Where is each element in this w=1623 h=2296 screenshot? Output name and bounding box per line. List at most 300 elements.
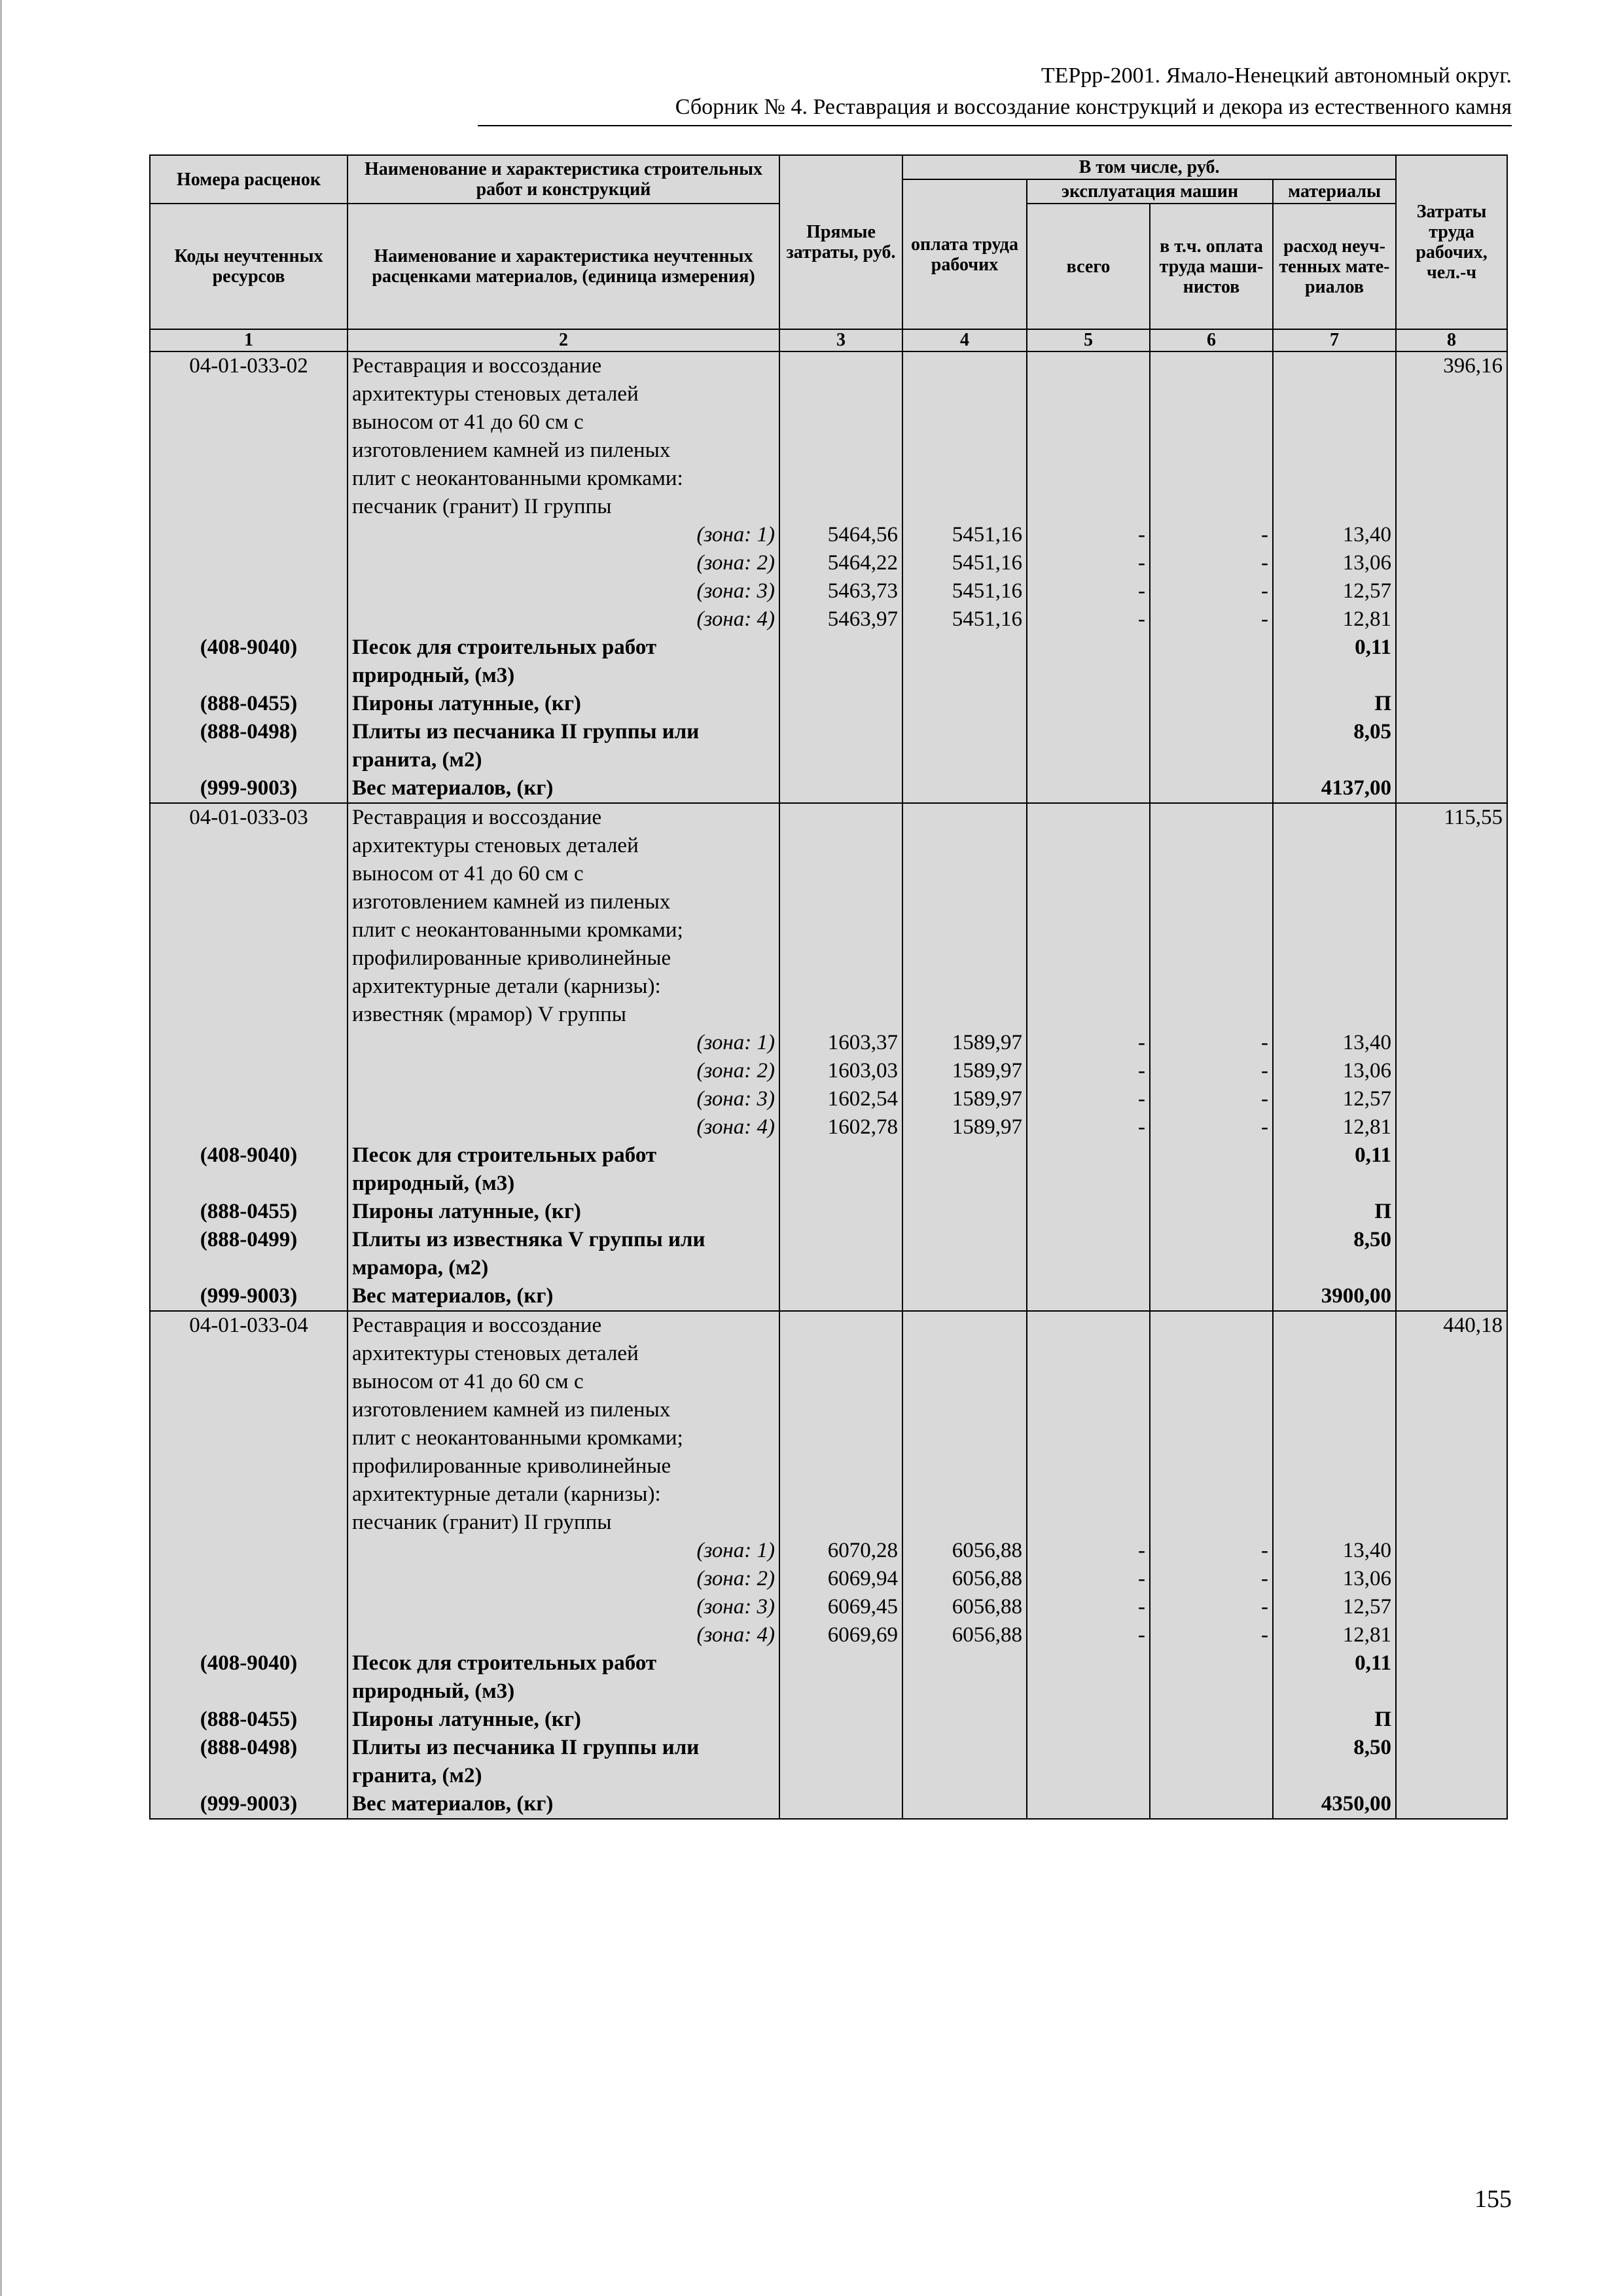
rates-table [149, 154, 1508, 1820]
labor-costs [1396, 916, 1507, 944]
material-usage [1273, 803, 1396, 832]
rate-code [150, 1029, 348, 1057]
direct-costs [779, 860, 902, 888]
machine-total [1027, 718, 1150, 746]
item-name: Вес материалов, (кг) [348, 1282, 779, 1311]
item-name: природный, (м3) [348, 1677, 779, 1706]
material-usage [1273, 408, 1396, 437]
labor-costs [1396, 1029, 1507, 1057]
direct-costs: 6069,69 [779, 1621, 902, 1649]
machinist-pay: - [1150, 1537, 1273, 1565]
table-row [150, 577, 1507, 605]
zone-label: (зона: 3) [348, 577, 779, 605]
labor-pay [902, 774, 1027, 803]
machine-total [1027, 634, 1150, 662]
labor-costs [1396, 1677, 1507, 1706]
rate-code [150, 888, 348, 916]
table-row [150, 634, 1507, 662]
item-name: гранита, (м2) [348, 1762, 779, 1790]
machine-total [1027, 1170, 1150, 1198]
labor-pay: 5451,16 [902, 521, 1027, 549]
labor-pay [902, 1226, 1027, 1254]
rate-code [150, 1085, 348, 1113]
labor-pay: 6056,88 [902, 1593, 1027, 1621]
labor-costs [1396, 662, 1507, 690]
material-usage: 0,11 [1273, 1141, 1396, 1170]
table-row [150, 1621, 1507, 1649]
machinist-pay [1150, 944, 1273, 973]
labor-pay: 5451,16 [902, 549, 1027, 577]
direct-costs [779, 1762, 902, 1790]
table-row [150, 1677, 1507, 1706]
rate-code [150, 1762, 348, 1790]
item-name: архитектуры стеновых деталей [348, 1340, 779, 1368]
machine-total: - [1027, 1621, 1150, 1649]
rate-code [150, 662, 348, 690]
machine-total [1027, 690, 1150, 718]
header-resource-codes: Коды неучтенных ресурсов [150, 204, 348, 329]
rate-code: (888-0498) [150, 1734, 348, 1762]
labor-pay [902, 803, 1027, 832]
item-name: плит с неокантованными кромками: [348, 465, 779, 493]
direct-costs [779, 1480, 902, 1509]
material-usage [1273, 662, 1396, 690]
machinist-pay [1150, 1790, 1273, 1819]
rate-code [150, 1677, 348, 1706]
item-name: природный, (м3) [348, 662, 779, 690]
machinist-pay: - [1150, 605, 1273, 634]
labor-costs [1396, 1565, 1507, 1593]
machinist-pay [1150, 1649, 1273, 1677]
direct-costs [779, 1226, 902, 1254]
labor-pay [902, 1790, 1027, 1819]
rate-code: (408-9040) [150, 634, 348, 662]
direct-costs [779, 1282, 902, 1311]
labor-costs [1396, 1085, 1507, 1113]
machine-total [1027, 493, 1150, 521]
machinist-pay [1150, 1170, 1273, 1198]
machine-total [1027, 1509, 1150, 1537]
machine-total [1027, 351, 1150, 380]
machinist-pay [1150, 634, 1273, 662]
direct-costs: 5463,97 [779, 605, 902, 634]
machinist-pay [1150, 1762, 1273, 1790]
labor-costs [1396, 832, 1507, 860]
labor-pay [902, 1734, 1027, 1762]
material-usage [1273, 888, 1396, 916]
material-usage: 12,81 [1273, 1113, 1396, 1141]
table-row [150, 437, 1507, 465]
machinist-pay [1150, 380, 1273, 408]
item-name: Вес материалов, (кг) [348, 1790, 779, 1819]
rate-code [150, 1537, 348, 1565]
rate-code [150, 437, 348, 465]
machinist-pay: - [1150, 1029, 1273, 1057]
machine-total [1027, 888, 1150, 916]
direct-costs: 5464,56 [779, 521, 902, 549]
material-usage [1273, 1509, 1396, 1537]
machine-total [1027, 1649, 1150, 1677]
rate-code [150, 549, 348, 577]
labor-costs [1396, 973, 1507, 1001]
rate-code [150, 408, 348, 437]
header-col-number: 5 [1027, 329, 1150, 351]
machinist-pay [1150, 746, 1273, 774]
labor-costs [1396, 1537, 1507, 1565]
item-name: Плиты из песчаника II группы или [348, 718, 779, 746]
rate-code: (888-0498) [150, 718, 348, 746]
labor-costs [1396, 1593, 1507, 1621]
labor-pay: 6056,88 [902, 1565, 1027, 1593]
machinist-pay [1150, 1282, 1273, 1311]
header-col-number: 4 [902, 329, 1027, 351]
machinist-pay [1150, 1396, 1273, 1424]
labor-costs [1396, 1226, 1507, 1254]
machinist-pay [1150, 351, 1273, 380]
table-row [150, 718, 1507, 746]
machine-total: - [1027, 1085, 1150, 1113]
table-row [150, 521, 1507, 549]
labor-costs [1396, 1254, 1507, 1282]
machine-total: - [1027, 577, 1150, 605]
labor-costs [1396, 1001, 1507, 1029]
direct-costs [779, 1311, 902, 1340]
item-name: мрамора, (м2) [348, 1254, 779, 1282]
rate-code [150, 1001, 348, 1029]
item-name: известняк (мрамор) V группы [348, 1001, 779, 1029]
labor-costs [1396, 380, 1507, 408]
direct-costs [779, 437, 902, 465]
machine-total [1027, 1480, 1150, 1509]
table-row [150, 1340, 1507, 1368]
machine-total: - [1027, 1057, 1150, 1085]
machinist-pay [1150, 832, 1273, 860]
machine-total [1027, 860, 1150, 888]
material-usage: 4137,00 [1273, 774, 1396, 803]
table-row [150, 1198, 1507, 1226]
direct-costs [779, 1424, 902, 1452]
zone-label: (зона: 2) [348, 1565, 779, 1593]
table-row [150, 888, 1507, 916]
machinist-pay [1150, 774, 1273, 803]
table-row [150, 662, 1507, 690]
labor-costs [1396, 774, 1507, 803]
header-machinist-pay: в т.ч. оплата труда маши-нистов [1150, 204, 1273, 329]
header-direct-costs: Прямые затраты, руб. [779, 155, 902, 329]
header-col-number: 2 [348, 329, 779, 351]
direct-costs: 1603,37 [779, 1029, 902, 1057]
labor-costs [1396, 1424, 1507, 1452]
machine-total [1027, 1226, 1150, 1254]
labor-pay [902, 860, 1027, 888]
material-usage [1273, 746, 1396, 774]
machine-total [1027, 1198, 1150, 1226]
labor-pay [902, 1480, 1027, 1509]
rate-code [150, 1057, 348, 1085]
machine-total [1027, 774, 1150, 803]
labor-costs [1396, 1282, 1507, 1311]
material-usage [1273, 1480, 1396, 1509]
item-name: архитектурные детали (карнизы): [348, 973, 779, 1001]
rate-code [150, 605, 348, 634]
labor-costs [1396, 1509, 1507, 1537]
machinist-pay [1150, 1226, 1273, 1254]
item-name: Песок для строительных работ [348, 634, 779, 662]
direct-costs [779, 1254, 902, 1282]
labor-pay [902, 1649, 1027, 1677]
item-name: песчаник (гранит) II группы [348, 493, 779, 521]
rate-code: (888-0455) [150, 1706, 348, 1734]
rate-code [150, 1593, 348, 1621]
labor-pay [902, 973, 1027, 1001]
rate-code [150, 1368, 348, 1396]
item-name: Пироны латунные, (кг) [348, 1198, 779, 1226]
labor-pay: 5451,16 [902, 577, 1027, 605]
direct-costs [779, 465, 902, 493]
table-row [150, 1368, 1507, 1396]
labor-pay [902, 1424, 1027, 1452]
machinist-pay [1150, 888, 1273, 916]
labor-pay [902, 465, 1027, 493]
machinist-pay [1150, 1509, 1273, 1537]
labor-costs [1396, 1734, 1507, 1762]
item-name: Пироны латунные, (кг) [348, 1706, 779, 1734]
direct-costs [779, 973, 902, 1001]
rate-code: 04-01-033-03 [150, 803, 348, 832]
machinist-pay [1150, 1706, 1273, 1734]
material-usage [1273, 437, 1396, 465]
header-material-names: Наименование и характеристика неучтенных расценками материалов, (единица измерения) [348, 204, 779, 329]
table-header [150, 155, 1507, 351]
table-row [150, 1509, 1507, 1537]
machine-total: - [1027, 549, 1150, 577]
labor-pay [902, 718, 1027, 746]
zone-label: (зона: 2) [348, 549, 779, 577]
machine-total [1027, 437, 1150, 465]
direct-costs [779, 1734, 902, 1762]
labor-pay [902, 493, 1027, 521]
direct-costs [779, 1198, 902, 1226]
rate-code [150, 944, 348, 973]
labor-pay [902, 1340, 1027, 1368]
direct-costs: 6069,45 [779, 1593, 902, 1621]
direct-costs [779, 662, 902, 690]
rate-code [150, 1113, 348, 1141]
labor-pay [902, 1509, 1027, 1537]
item-name: Пироны латунные, (кг) [348, 690, 779, 718]
machine-total: - [1027, 605, 1150, 634]
header-material-usage: расход неуч-тенных мате-риалов [1273, 204, 1396, 329]
zone-label: (зона: 1) [348, 1537, 779, 1565]
direct-costs [779, 1790, 902, 1819]
machine-total [1027, 1282, 1150, 1311]
labor-pay [902, 746, 1027, 774]
header-rate-numbers: Номера расценок [150, 155, 348, 204]
rate-code: (888-0455) [150, 1198, 348, 1226]
labor-costs [1396, 1057, 1507, 1085]
header-col-number: 1 [150, 329, 348, 351]
labor-pay [902, 1396, 1027, 1424]
machinist-pay [1150, 1452, 1273, 1480]
machinist-pay [1150, 1480, 1273, 1509]
labor-pay: 1589,97 [902, 1113, 1027, 1141]
labor-costs [1396, 605, 1507, 634]
rate-code [150, 1565, 348, 1593]
labor-costs [1396, 1706, 1507, 1734]
material-usage: 12,81 [1273, 605, 1396, 634]
labor-costs [1396, 1396, 1507, 1424]
direct-costs [779, 493, 902, 521]
labor-pay [902, 662, 1027, 690]
machine-total [1027, 1141, 1150, 1170]
machinist-pay: - [1150, 1113, 1273, 1141]
direct-costs [779, 1141, 902, 1170]
material-usage: 12,57 [1273, 1593, 1396, 1621]
rate-code [150, 832, 348, 860]
header-materials: материалы [1273, 179, 1396, 204]
rate-code [150, 493, 348, 521]
table-row [150, 1565, 1507, 1593]
labor-pay [902, 1311, 1027, 1340]
header-col-number: 6 [1150, 329, 1273, 351]
labor-pay [902, 944, 1027, 973]
machine-total [1027, 1706, 1150, 1734]
item-name: песчаник (гранит) II группы [348, 1509, 779, 1537]
item-name: изготовлением камней из пиленых [348, 437, 779, 465]
zone-label: (зона: 4) [348, 1113, 779, 1141]
machine-total [1027, 408, 1150, 437]
direct-costs [779, 690, 902, 718]
machine-total [1027, 1677, 1150, 1706]
labor-pay [902, 1677, 1027, 1706]
machine-total: - [1027, 1593, 1150, 1621]
material-usage [1273, 1452, 1396, 1480]
item-name: Вес материалов, (кг) [348, 774, 779, 803]
material-usage [1273, 1762, 1396, 1790]
table-row [150, 1170, 1507, 1198]
labor-costs [1396, 718, 1507, 746]
material-usage: 8,50 [1273, 1226, 1396, 1254]
direct-costs [779, 803, 902, 832]
labor-costs [1396, 577, 1507, 605]
rate-code [150, 1340, 348, 1368]
item-name: архитектуры стеновых деталей [348, 832, 779, 860]
labor-pay [902, 690, 1027, 718]
material-usage: 12,57 [1273, 577, 1396, 605]
machine-total [1027, 746, 1150, 774]
labor-costs [1396, 1113, 1507, 1141]
machinist-pay [1150, 690, 1273, 718]
material-usage [1273, 380, 1396, 408]
labor-costs [1396, 1762, 1507, 1790]
machinist-pay [1150, 1198, 1273, 1226]
table-row [150, 1282, 1507, 1311]
labor-costs [1396, 1141, 1507, 1170]
labor-costs [1396, 1368, 1507, 1396]
header-machine-operation: эксплуатация машин [1027, 179, 1273, 204]
material-usage: 12,81 [1273, 1621, 1396, 1649]
header-work-name: Наименование и характеристика строительных работ и конструкций [348, 155, 779, 204]
material-usage: 8,05 [1273, 718, 1396, 746]
table-row [150, 1057, 1507, 1085]
machine-total [1027, 916, 1150, 944]
machinist-pay [1150, 1141, 1273, 1170]
material-usage: 13,40 [1273, 1537, 1396, 1565]
machinist-pay [1150, 1734, 1273, 1762]
rate-code [150, 1621, 348, 1649]
table-row [150, 1593, 1507, 1621]
table-row [150, 973, 1507, 1001]
material-usage [1273, 1368, 1396, 1396]
direct-costs [779, 408, 902, 437]
material-usage: П [1273, 690, 1396, 718]
item-name: гранита, (м2) [348, 746, 779, 774]
machinist-pay: - [1150, 549, 1273, 577]
machine-total [1027, 1311, 1150, 1340]
labor-pay [902, 1254, 1027, 1282]
item-name: архитектурные детали (карнизы): [348, 1480, 779, 1509]
machinist-pay [1150, 1424, 1273, 1452]
rate-code [150, 1396, 348, 1424]
item-name: Плиты из известняка V группы или [348, 1226, 779, 1254]
labor-pay [902, 1452, 1027, 1480]
table-row [150, 408, 1507, 437]
machinist-pay: - [1150, 1085, 1273, 1113]
machinist-pay [1150, 973, 1273, 1001]
direct-costs [779, 746, 902, 774]
machinist-pay [1150, 437, 1273, 465]
item-name: Реставрация и воссоздание [348, 803, 779, 832]
direct-costs [779, 1170, 902, 1198]
header-labor-pay: оплата труда рабочих [902, 179, 1027, 329]
rate-code: 04-01-033-04 [150, 1311, 348, 1340]
machine-total [1027, 832, 1150, 860]
item-name: изготовлением камней из пиленых [348, 1396, 779, 1424]
table-row [150, 493, 1507, 521]
rate-code [150, 1509, 348, 1537]
direct-costs [779, 351, 902, 380]
labor-costs [1396, 1649, 1507, 1677]
labor-pay [902, 1141, 1027, 1170]
table-row [150, 746, 1507, 774]
zone-label: (зона: 4) [348, 1621, 779, 1649]
direct-costs [779, 944, 902, 973]
rate-code [150, 1424, 348, 1452]
labor-pay [902, 437, 1027, 465]
item-name: изготовлением камней из пиленых [348, 888, 779, 916]
header-labor-costs: Затраты труда рабочих, чел.-ч [1396, 155, 1507, 329]
labor-costs [1396, 860, 1507, 888]
table-row [150, 832, 1507, 860]
labor-pay [902, 1198, 1027, 1226]
machinist-pay: - [1150, 1057, 1273, 1085]
material-usage [1273, 1001, 1396, 1029]
item-name: выносом от 41 до 60 см с [348, 408, 779, 437]
machinist-pay [1150, 718, 1273, 746]
direct-costs [779, 774, 902, 803]
item-name: Песок для строительных работ [348, 1649, 779, 1677]
table-row [150, 1424, 1507, 1452]
rate-code: (888-0455) [150, 690, 348, 718]
labor-pay: 6056,88 [902, 1621, 1027, 1649]
labor-costs [1396, 437, 1507, 465]
item-name: выносом от 41 до 60 см с [348, 1368, 779, 1396]
labor-costs [1396, 521, 1507, 549]
header-col-number: 3 [779, 329, 902, 351]
table-row [150, 1706, 1507, 1734]
item-name: выносом от 41 до 60 см с [348, 860, 779, 888]
table-row [150, 1452, 1507, 1480]
